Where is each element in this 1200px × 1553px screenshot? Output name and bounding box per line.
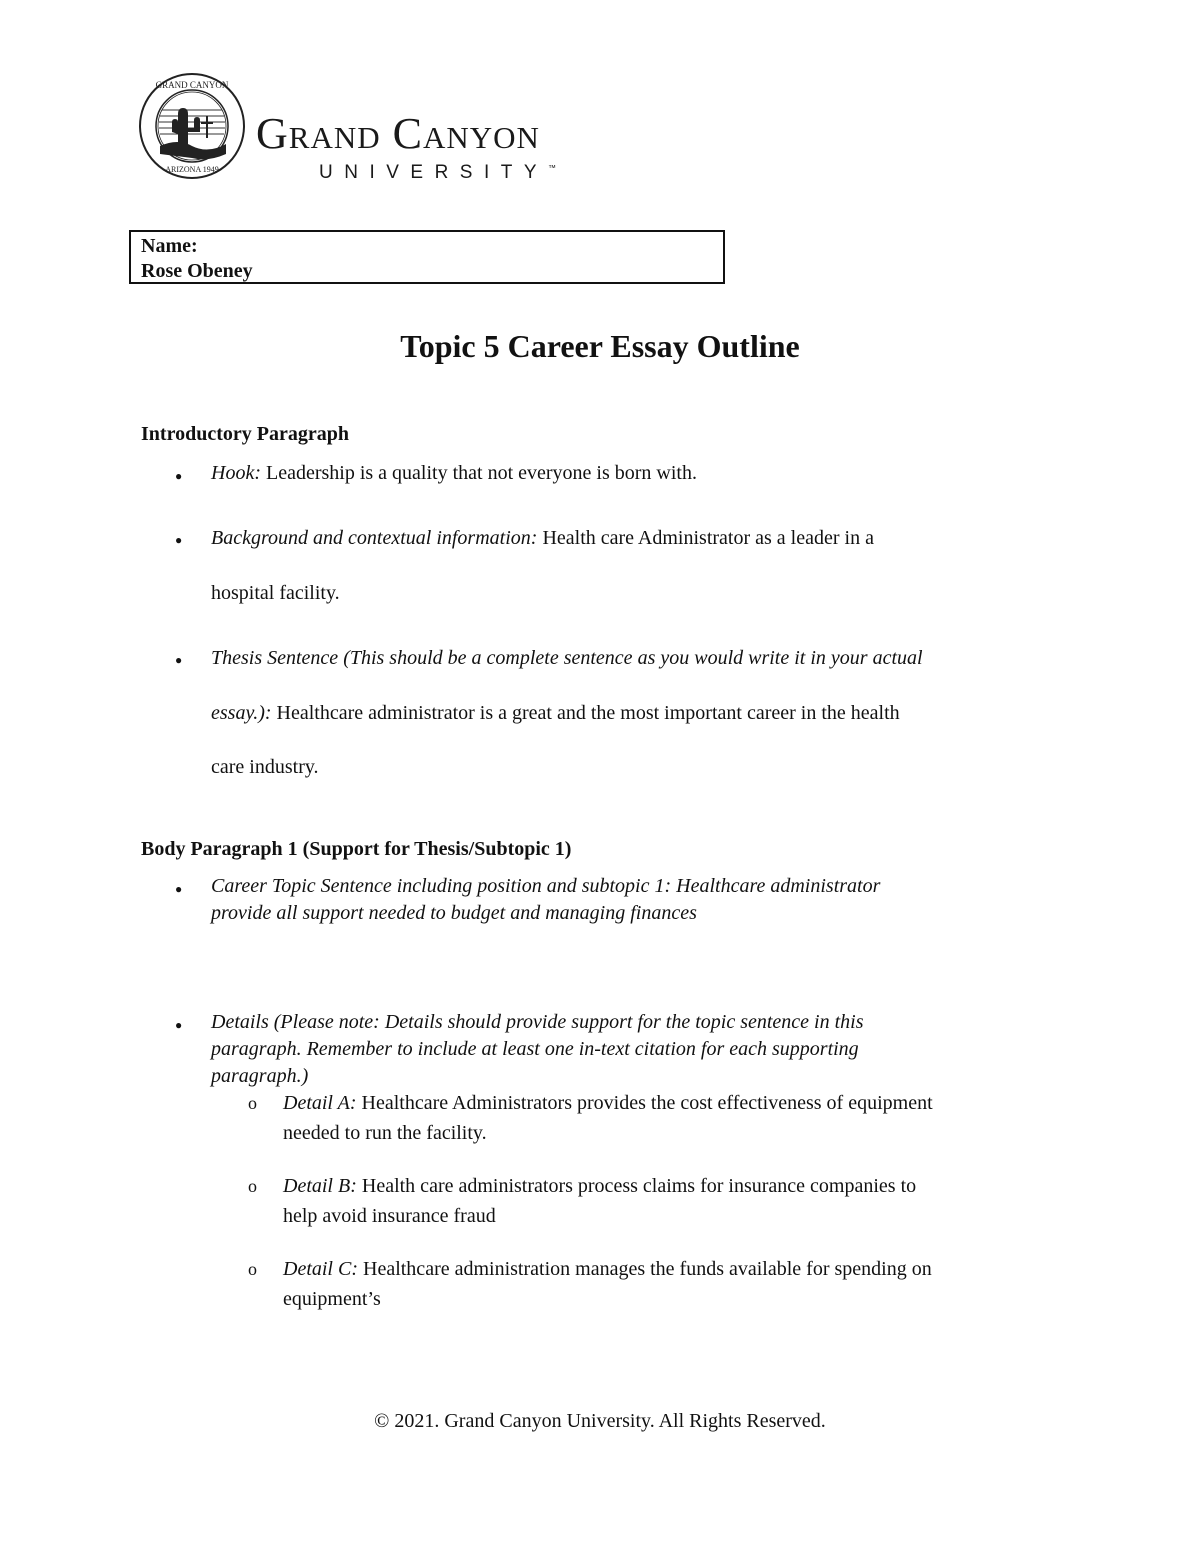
detail-a-label: Detail A: <box>283 1092 357 1114</box>
thesis-label-2: essay.): <box>211 702 272 724</box>
bullet-icon: ● <box>175 469 183 483</box>
thesis-line-2: care industry. <box>211 756 319 778</box>
details-text-3: paragraph.) <box>211 1065 309 1087</box>
wordmark <box>256 109 557 184</box>
bullet-icon: ● <box>175 653 183 667</box>
thesis-line <box>211 702 900 725</box>
details-line-3 <box>211 1065 308 1088</box>
trademark: ™ <box>548 163 557 173</box>
sub-bullet-marker: o <box>248 1176 257 1196</box>
hook-line <box>211 462 697 485</box>
detail-b-label: Detail B: <box>283 1175 357 1197</box>
wordmark-top: Grand Canyon <box>256 109 540 158</box>
thesis-text: Healthcare administrator is a great and the most important career in the health <box>271 702 900 724</box>
topic-text-2: provide all support needed to budget and managing finances <box>211 902 697 924</box>
sub-bullet-marker: o <box>248 1259 257 1279</box>
svg-text:GRAND CANYON: GRAND CANYON <box>155 80 229 90</box>
bullet-icon: ● <box>175 533 183 547</box>
details-line-2 <box>211 1038 859 1061</box>
details-text-1: Details (Please note: Details should provide support for the topic sentence in this <box>211 1011 864 1033</box>
thesis-label-line <box>211 647 923 670</box>
detail-a-text: Healthcare Administrators provides the cost effectiveness of equipment <box>356 1092 933 1114</box>
wordmark-bottom-text: UNIVERSITY <box>319 162 549 183</box>
detail-a-line-2: needed to run the facility. <box>283 1122 487 1144</box>
details-line-1 <box>211 1011 864 1034</box>
svg-text:ARIZONA 1949: ARIZONA 1949 <box>165 165 219 174</box>
background-line <box>211 527 874 550</box>
name-box <box>129 230 725 284</box>
bullet-icon: ● <box>175 1018 183 1032</box>
intro-heading: Introductory Paragraph <box>141 423 349 445</box>
sub-bullet-marker: o <box>248 1093 257 1113</box>
detail-c-line-2: equipment’s <box>283 1288 381 1310</box>
hook-label: Hook: <box>211 462 261 484</box>
detail-b-text: Health care administrators process claims for insurance companies to <box>356 1175 917 1197</box>
bullet-icon: ● <box>175 882 183 896</box>
copyright-footer: © 2021. Grand Canyon University. All Rights Reserved. <box>374 1410 826 1432</box>
background-text: Health care Administrator as a leader in a <box>537 527 874 549</box>
name-value: Rose Obeney <box>141 260 253 282</box>
university-seal-icon <box>138 72 246 180</box>
topic-line-2 <box>211 902 697 925</box>
detail-b-line-2: help avoid insurance fraud <box>283 1205 496 1227</box>
detail-c-line <box>283 1258 932 1281</box>
body1-heading: Body Paragraph 1 (Support for Thesis/Subtopic 1) <box>141 838 572 860</box>
details-text-2: paragraph. Remember to include at least one in-text citation for each supporting <box>211 1038 859 1060</box>
background-label: Background and contextual information: <box>211 527 538 549</box>
detail-c-label: Detail C: <box>283 1258 358 1280</box>
topic-text-1: Career Topic Sentence including position and subtopic 1: Healthcare administrator <box>211 875 881 897</box>
topic-line-1 <box>211 875 880 898</box>
name-label: Name: <box>141 235 198 257</box>
university-logo <box>138 72 618 182</box>
background-line-2: hospital facility. <box>211 582 340 604</box>
thesis-label-1: Thesis Sentence (This should be a complete sentence as you would write it in your actual <box>211 647 923 669</box>
detail-a-line <box>283 1092 933 1115</box>
page-title: Topic 5 Career Essay Outline <box>400 328 800 364</box>
detail-b-line <box>283 1175 916 1198</box>
detail-c-text: Healthcare administration manages the funds available for spending on <box>358 1258 932 1280</box>
wordmark-bottom <box>256 162 556 184</box>
hook-text: Leadership is a quality that not everyone is born with. <box>260 462 697 484</box>
